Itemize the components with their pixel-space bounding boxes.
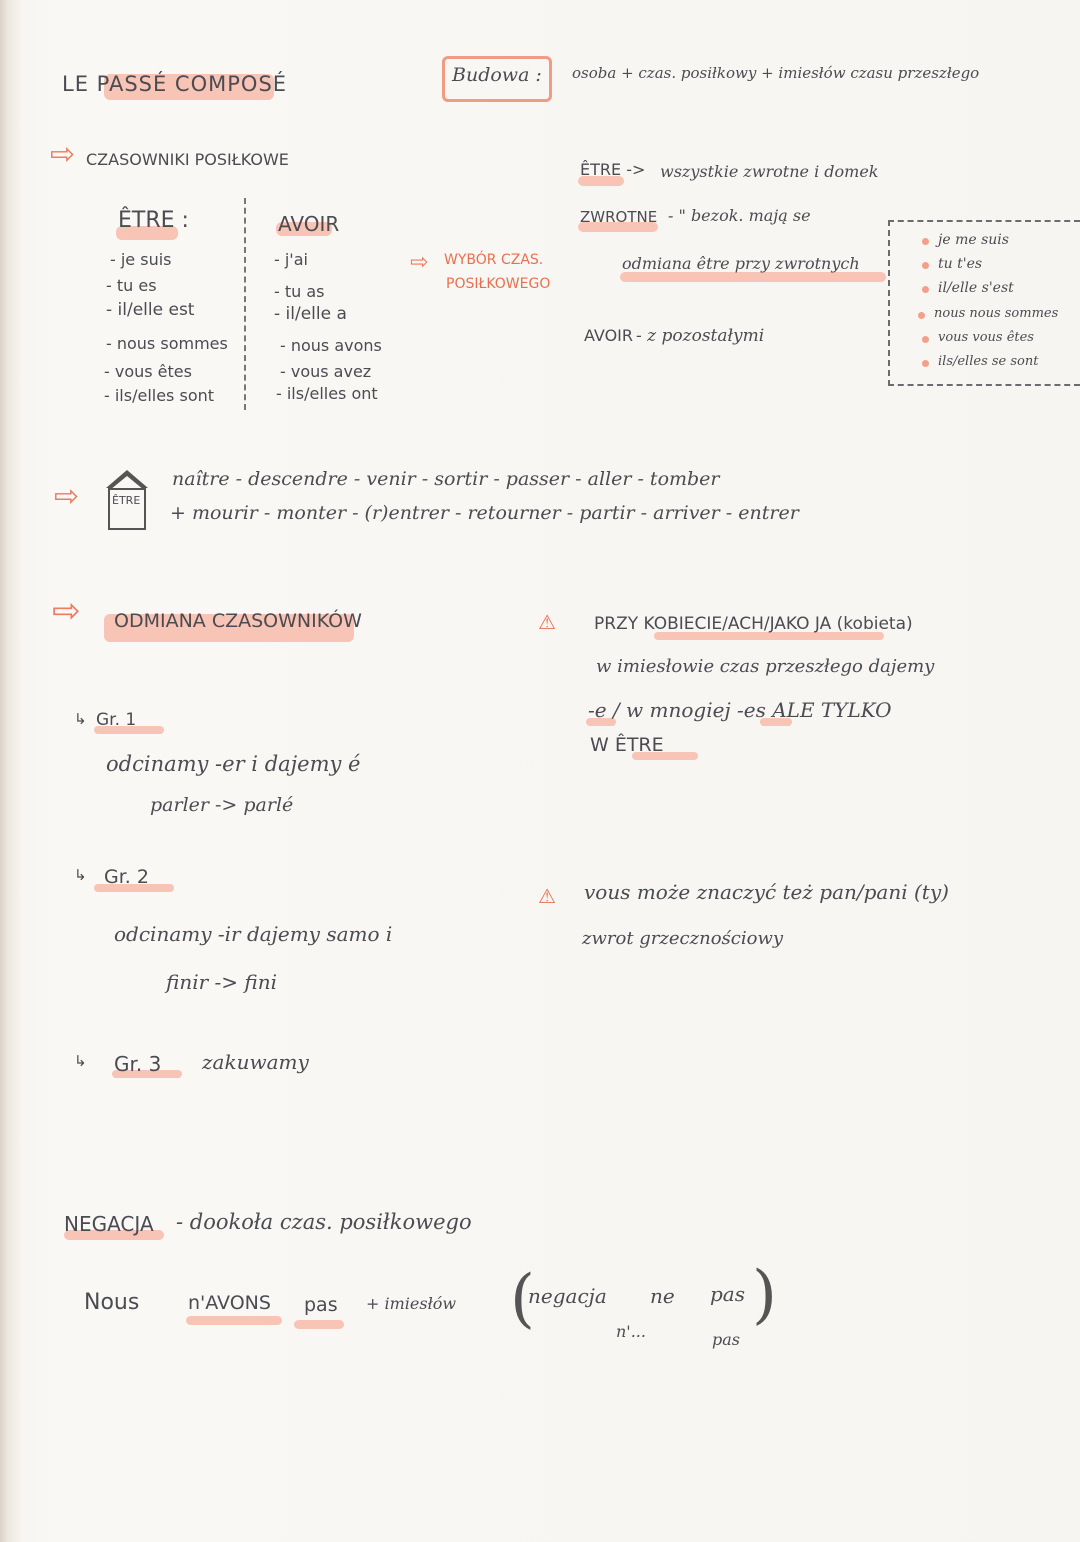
budowa-formula: osoba + czas. posiłkowy + imiesłów czasu przeszłego (572, 64, 980, 82)
reflexive-form: tu t'es (938, 256, 983, 272)
reflexive-form: nous nous sommes (934, 306, 1059, 321)
arrow-icon: ⇨ (52, 591, 81, 631)
gr1-example: parler -> parlé (150, 794, 294, 816)
paren-negacja: negacja (528, 1284, 607, 1308)
arrow-icon: ⇨ (54, 479, 80, 514)
etre-form: - vous êtes (104, 362, 192, 381)
house-label: ÊTRE (112, 494, 141, 507)
right-parenthesis: ) (752, 1258, 777, 1332)
gr2-rule: odcinamy -ir dajemy samo i (114, 922, 393, 946)
conjugation-heading: ODMIANA CZASOWNIKÓW (114, 610, 362, 632)
example-navons: n'AVONS (188, 1292, 271, 1314)
example-rest: + imiesłów (366, 1294, 457, 1313)
column-divider (244, 198, 246, 410)
etre-rule-text: wszystkie zwrotne i domek (660, 162, 879, 181)
navons-highlight (186, 1316, 282, 1325)
warning-icon: ⚠ (538, 884, 556, 908)
negation-rule: - dookoła czas. posiłkowego (176, 1210, 472, 1234)
feminine-line1: PRZY KOBIECIE/ACH/JAKO JA (kobieta) (594, 614, 913, 634)
reflexive-form: je me suis (938, 232, 1009, 248)
gr1-rule: odcinamy -er i dajemy é (106, 752, 361, 776)
group-arrow-icon: ↳ (74, 710, 87, 728)
choice-label-line1: WYBÓR CZAS. (444, 252, 544, 268)
avoir-form: - tu as (274, 282, 325, 301)
avoir-form: - vous avez (280, 362, 372, 381)
warning-icon: ⚠ (538, 610, 556, 634)
avoir-text: - z pozostałymi (636, 326, 765, 346)
arrow-icon: ⇨ (50, 137, 76, 172)
etre-rule-key: ÊTRE -> (580, 160, 646, 179)
paren-ne: ne (650, 1284, 675, 1308)
feminine-line3: -e / w mnogiej -es ALE TYLKO (588, 698, 892, 722)
etre-form: - tu es (106, 276, 157, 295)
group-arrow-icon: ↳ (74, 1052, 87, 1070)
avoir-form: - nous avons (280, 336, 382, 355)
left-parenthesis: ( (510, 1262, 535, 1336)
pas-highlight (294, 1320, 344, 1329)
feminine-line2: w imiesłowie czas przeszłego dajemy (596, 656, 935, 677)
example-pas: pas (304, 1294, 338, 1316)
paren-n: n'... (616, 1322, 646, 1341)
house-verbs-line2: + mourir - monter - (r)entrer - retourner - partir - arriver - entrer (170, 502, 799, 524)
vous-line2: zwrot grzecznościowy (582, 928, 784, 949)
paren-pas2: pas (712, 1330, 740, 1349)
choice-label-line2: POSIŁKOWEGO (446, 276, 551, 292)
bullet-icon (922, 336, 929, 343)
etre-form: - je suis (110, 250, 172, 269)
avoir-form: - j'ai (274, 250, 308, 269)
avoir-form: - ils/elles ont (276, 384, 378, 403)
avoir-key: AVOIR (584, 326, 634, 345)
bullet-icon (922, 238, 929, 245)
auxiliaries-heading: CZASOWNIKI POSIŁKOWE (86, 150, 289, 169)
zwrotne-key: ZWROTNE (580, 208, 658, 226)
gr2-example: finir -> fini (166, 970, 278, 994)
reflexive-form: ils/elles se sont (938, 354, 1039, 369)
arrow-icon: ⇨ (410, 250, 429, 275)
example-nous: Nous (84, 1290, 140, 1315)
gr2-label: Gr. 2 (104, 866, 149, 888)
avoir-form: - il/elle a (274, 304, 347, 324)
paren-pas: pas (710, 1282, 745, 1306)
gr3-label: Gr. 3 (114, 1052, 162, 1076)
house-verbs-line1: naître - descendre - venir - sortir - passer - aller - tomber (172, 468, 720, 490)
reflexive-form: il/elle s'est (938, 280, 1014, 296)
feminine-line4: W ÊTRE (590, 734, 664, 756)
bullet-icon (922, 360, 929, 367)
odmiana-text: odmiana être przy zwrotnych (622, 254, 860, 273)
bullet-icon (922, 286, 929, 293)
budowa-label: Budowa : (452, 64, 542, 86)
odmiana-highlight (620, 272, 886, 282)
gr3-rule: zakuwamy (202, 1050, 309, 1074)
bullet-icon (922, 262, 929, 269)
group-arrow-icon: ↳ (74, 866, 87, 884)
zwrotne-text: - " bezok. mają se (668, 206, 811, 225)
etre-form: - nous sommes (106, 334, 228, 353)
bullet-icon (918, 312, 925, 319)
etre-form: - il/elle est (106, 300, 195, 320)
avoir-title: AVOIR (278, 212, 340, 236)
page-title: LE PASSÉ COMPOSÉ (62, 72, 288, 96)
etre-form: - ils/elles sont (104, 386, 215, 405)
gr1-label: Gr. 1 (96, 710, 137, 730)
reflexive-form: vous vous êtes (938, 330, 1034, 345)
etre-title: ÊTRE : (118, 208, 189, 233)
vous-line1: vous może znaczyć też pan/pani (ty) (584, 880, 949, 904)
negation-label: NEGACJA (64, 1212, 154, 1236)
